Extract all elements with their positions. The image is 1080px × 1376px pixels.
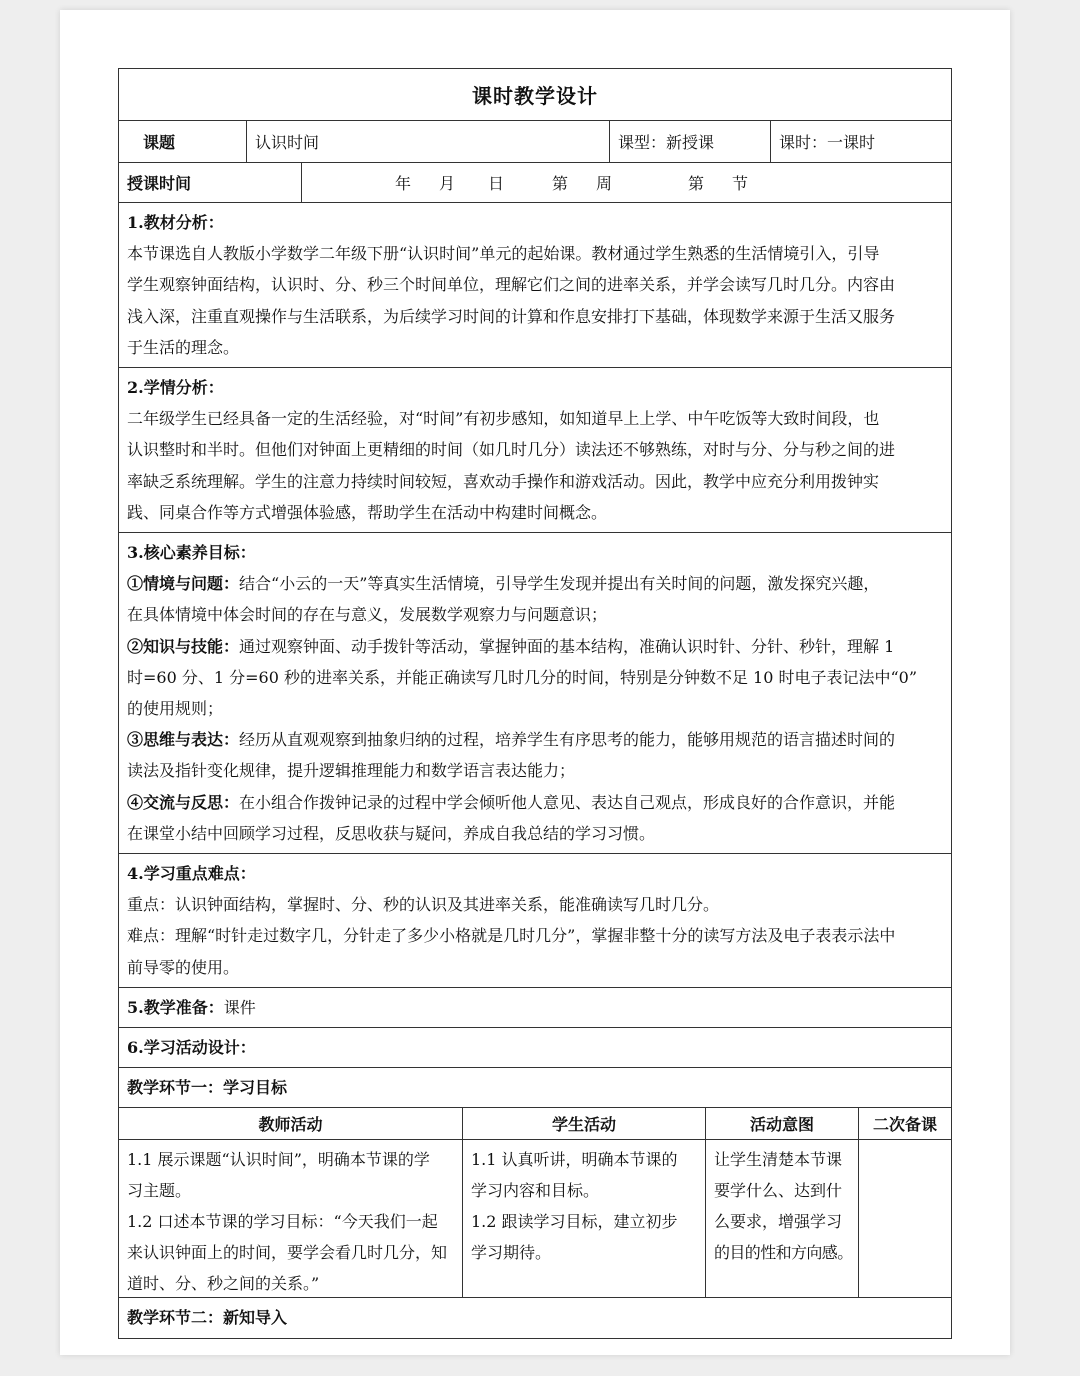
paragraph-line: 二年级学生已经具备一定的生活经验，对“时间”有初步感知，如知道早上上学、中午吃饭等大致时间段，也 bbox=[127, 409, 880, 429]
header-intent: 活动意图 bbox=[706, 1108, 859, 1139]
topic-label: 课题 bbox=[119, 121, 247, 162]
student-activity bbox=[463, 1140, 706, 1297]
header-teacher: 教师活动 bbox=[119, 1108, 463, 1139]
goal-line: 在课堂小结中回顾学习过程，反思收获与疑问，养成自我总结的学习习惯。 bbox=[127, 823, 656, 843]
goal-line bbox=[127, 724, 943, 755]
text-line: 让学生清楚本节课 bbox=[714, 1150, 843, 1170]
section-preparation bbox=[119, 988, 951, 1028]
time-di1: 第 bbox=[552, 174, 569, 193]
header-student: 学生活动 bbox=[463, 1108, 706, 1139]
goal-label: ④交流与反思： bbox=[127, 792, 240, 812]
text-line: 习主题。 bbox=[127, 1181, 192, 1201]
goal-line: 时=60 分、1 分=60 秒的进率关系，并能正确读写几时几分的时间，特别是分钟数不足 10 时电子表记法中“0” bbox=[127, 667, 918, 687]
text-line: 要学什么、达到什 bbox=[714, 1181, 843, 1201]
stage-heading: 教学环节二：新知导入 bbox=[127, 1308, 288, 1328]
section-heading: 4.学习重点难点： bbox=[127, 864, 256, 884]
time-week: 周 bbox=[596, 174, 613, 193]
time-day: 日 bbox=[488, 174, 505, 193]
section-heading: 5.教学准备： bbox=[127, 997, 224, 1017]
stage-two-row bbox=[119, 1298, 951, 1337]
text-line: 来认识钟面上的时间，要学会看几时几分，知 bbox=[127, 1243, 448, 1263]
time-di2: 第 bbox=[688, 174, 705, 193]
goal-line: 在具体情境中体会时间的存在与意义，发展数学观察力与问题意识； bbox=[127, 605, 608, 625]
goal-line: 的使用规则； bbox=[127, 699, 224, 719]
time-row bbox=[119, 163, 951, 203]
section-textbook-analysis bbox=[119, 203, 951, 368]
section-heading: 6.学习活动设计： bbox=[127, 1038, 256, 1058]
goal-line bbox=[127, 787, 943, 818]
section-student-analysis bbox=[119, 368, 951, 533]
title-row bbox=[119, 69, 951, 121]
section-activity-design bbox=[119, 1028, 951, 1068]
text-line: 1.2 口述本节课的学习目标：“今天我们一起 bbox=[127, 1212, 438, 1232]
time-label: 授课时间 bbox=[119, 163, 302, 202]
section-heading: 2.学情分析： bbox=[127, 378, 224, 398]
paragraph-line: 于生活的理念。 bbox=[127, 337, 240, 357]
text-line: 1.1 展示课题“认识时间”，明确本节课的学 bbox=[127, 1150, 430, 1170]
section-core-goals bbox=[119, 533, 951, 854]
goal-label: ③思维与表达： bbox=[127, 730, 240, 750]
section-heading: 3.核心素养目标： bbox=[127, 543, 256, 563]
time-section: 节 bbox=[732, 174, 749, 193]
goal-text: 经历从直观观察到抽象归纳的过程，培养学生有序思考的能力，能够用规范的语言描述时间的 bbox=[239, 730, 896, 750]
goal-text: 通过观察钟面、动手拨针等活动，掌握钟面的基本结构，准确认识时针、分针、秒针，理解 1 bbox=[239, 636, 895, 656]
header-revision: 二次备课 bbox=[872, 1115, 937, 1135]
text-line: 1.2 跟读学习目标，建立初步 bbox=[471, 1212, 678, 1232]
paragraph-line: 率缺乏系统理解。学生的注意力持续时间较短，喜欢动手操作和游戏活动。因此，教学中应充分利用拨钟实 bbox=[127, 471, 880, 491]
goal-label: ②知识与技能： bbox=[127, 636, 240, 656]
goal-text: 在小组合作拨钟记录的过程中学会倾听他人意见、表达自己观点，形成良好的合作意识，并能 bbox=[239, 792, 896, 812]
activity-body-row bbox=[119, 1140, 951, 1298]
text-line: 的目的性和方向感。 bbox=[714, 1243, 853, 1263]
time-year: 年 bbox=[395, 174, 412, 193]
document-title: 课时教学设计 bbox=[472, 84, 598, 108]
lesson-period: 课时：一课时 bbox=[779, 133, 876, 152]
paragraph-line: 学生观察钟面结构，认识时、分、秒三个时间单位，理解它们之间的进率关系，并学会读写几时几分。内容由 bbox=[127, 275, 896, 295]
activity-header-row bbox=[119, 1108, 951, 1140]
topic-row bbox=[119, 121, 951, 163]
paragraph-line: 本节课选自人教版小学数学二年级下册“认识时间”单元的起始课。教材通过学生熟悉的生活情境引入，引导 bbox=[127, 244, 880, 264]
goal-label: ①情境与问题： bbox=[127, 574, 240, 594]
text-line: 道时、分、秒之间的关系。” bbox=[127, 1274, 320, 1294]
goal-line bbox=[127, 631, 943, 662]
activity-intent bbox=[706, 1140, 859, 1297]
stage-one-row bbox=[119, 1068, 951, 1108]
paragraph-line: 践、同桌合作等方式增强体验感，帮助学生在活动中构建时间概念。 bbox=[127, 502, 608, 522]
lesson-plan-table bbox=[118, 68, 952, 1339]
goal-text: 结合“小云的一天”等真实生活情境，引导学生发现并提出有关时间的问题，激发探究兴趣， bbox=[239, 574, 880, 594]
goal-line: 读法及指针变化规律，提升逻辑推理能力和数学语言表达能力； bbox=[127, 761, 576, 781]
time-fields bbox=[302, 163, 951, 202]
paragraph-line: 前导零的使用。 bbox=[127, 957, 240, 977]
section-heading: 1.教材分析： bbox=[127, 213, 224, 232]
preparation-value: 课件 bbox=[223, 997, 256, 1017]
goal-line bbox=[127, 568, 943, 599]
topic-value: 认识时间 bbox=[247, 121, 610, 162]
text-line: 学习期待。 bbox=[471, 1243, 552, 1263]
stage-heading: 教学环节一：学习目标 bbox=[127, 1078, 288, 1098]
section-key-points bbox=[119, 854, 951, 988]
time-month: 月 bbox=[439, 174, 456, 193]
lesson-type: 课型：新授课 bbox=[610, 121, 771, 162]
secondary-revision bbox=[859, 1140, 951, 1297]
text-line: 学习内容和目标。 bbox=[471, 1181, 600, 1201]
paragraph-line: 重点：认识钟面结构，掌握时、分、秒的认识及其进率关系，能准确读写几时几分。 bbox=[127, 895, 720, 915]
paragraph-line: 认识整时和半时。但他们对钟面上更精细的时间（如几时几分）读法还不够熟练，对时与分、分与秒之间的进 bbox=[127, 440, 896, 460]
paragraph-line: 难点：理解“时针走过数字几，分针走了多少小格就是几时几分”，掌握非整十分的读写方法及电子表表示法中 bbox=[127, 926, 896, 946]
paragraph-line: 浅入深，注重直观操作与生活联系，为后续学习时间的计算和作息安排打下基础，体现数学来源于生活又服务 bbox=[127, 306, 896, 326]
teacher-activity bbox=[119, 1140, 463, 1297]
text-line: 1.1 认真听讲，明确本节课的 bbox=[471, 1150, 678, 1170]
text-line: 么要求，增强学习 bbox=[714, 1212, 843, 1232]
